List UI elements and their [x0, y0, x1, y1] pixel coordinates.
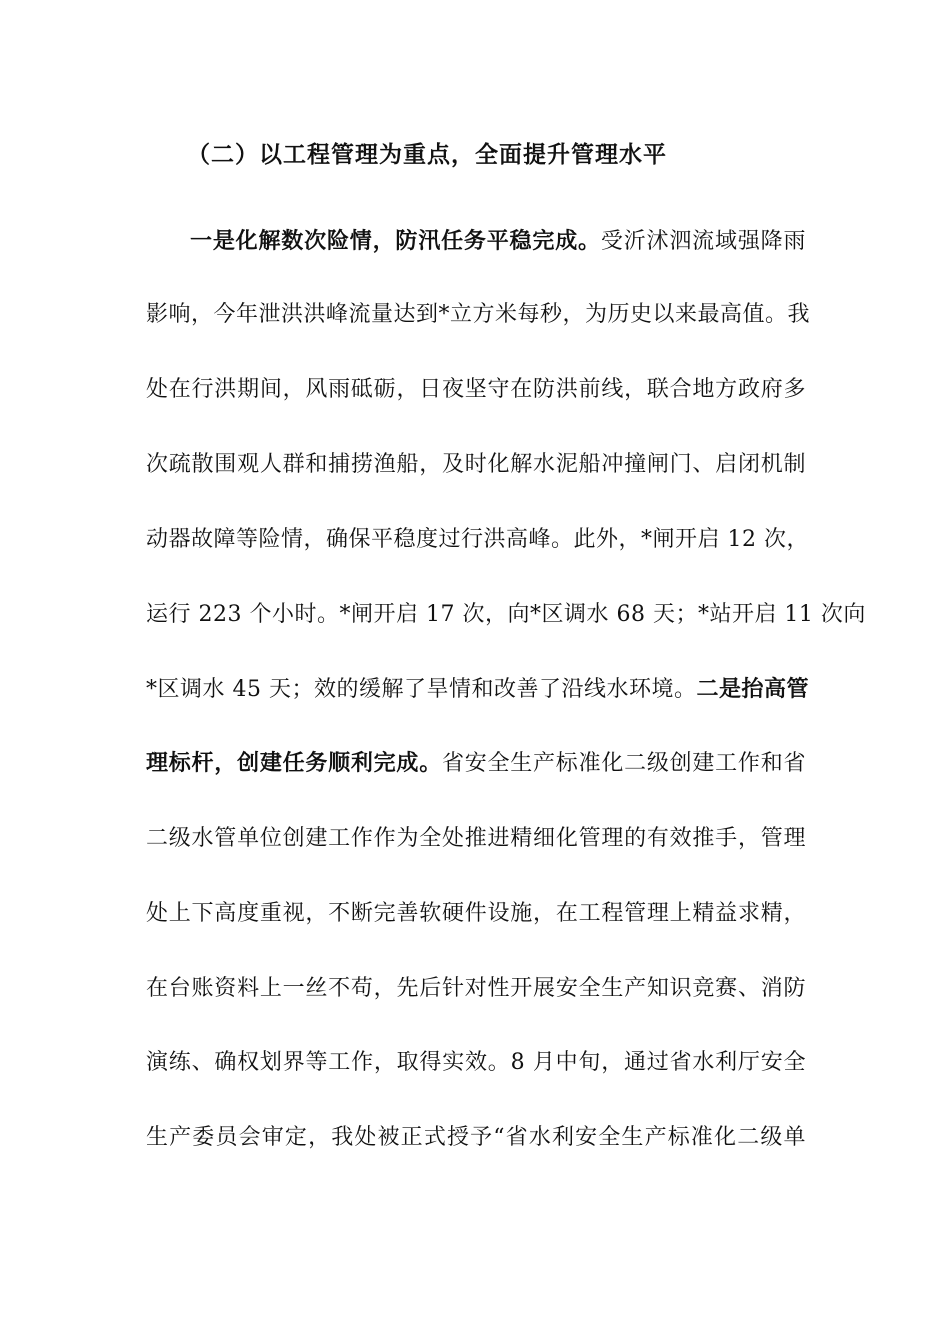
text-run: *区调水 45 天；效的缓解了旱情和改善了沿线水环境。 [146, 677, 697, 702]
text-run: 次疏散围观人群和捕捞渔船，及时化解水泥船冲撞闸门、启闭机制 [146, 452, 806, 477]
text-run: 影响，今年泄洪洪峰流量达到*立方米每秒，为历史以来最高值。我 [146, 302, 811, 327]
text-line [146, 447, 806, 478]
text-run: 演练、确权划界等工作，取得实效。8 月中旬，通过省水利厅安全 [146, 1050, 806, 1075]
text-line [146, 821, 806, 852]
text-line [146, 746, 806, 777]
text-line [146, 672, 809, 703]
text-line [190, 224, 806, 255]
text-line [146, 372, 806, 403]
text-line [146, 1120, 806, 1151]
text-run: 处上下高度重视，不断完善软硬件设施，在工程管理上精益求精， [146, 901, 806, 926]
text-run: 处在行洪期间，风雨砥砺，日夜坚守在防洪前线，联合地方政府多 [146, 377, 806, 402]
text-run: 二级水管单位创建工作作为全处推进精细化管理的有效推手，管理 [146, 826, 806, 851]
text-line [146, 297, 811, 328]
text-run: 动器故障等险情，确保平稳度过行洪高峰。此外，*闸开启 12 次， [146, 527, 809, 552]
text-run: 生产委员会审定，我处被正式授予“省水利安全生产标准化二级单 [146, 1125, 806, 1150]
text-run: 在台账资料上一丝不苟，先后针对性开展安全生产知识竞赛、消防 [146, 976, 806, 1001]
text-line [146, 971, 806, 1002]
text-line [146, 1045, 806, 1076]
bold-lead-phrase: 理标杆，创建任务顺利完成。 [146, 750, 442, 776]
section-heading: （二）以工程管理为重点，全面提升管理水平 [187, 141, 667, 168]
text-run: 受沂沭泗流域强降雨 [600, 229, 806, 254]
text-line [146, 522, 809, 553]
text-run: 省安全生产标准化二级创建工作和省 [441, 751, 806, 776]
text-line [146, 896, 806, 927]
text-line [146, 597, 866, 628]
bold-lead-phrase: 二是抬高管 [696, 676, 809, 702]
bold-lead-phrase: 一是化解数次险情，防汛任务平稳完成。 [190, 228, 601, 254]
text-run: 运行 223 个小时。*闸开启 17 次，向*区调水 68 天；*站开启 11 次向 [146, 602, 866, 627]
